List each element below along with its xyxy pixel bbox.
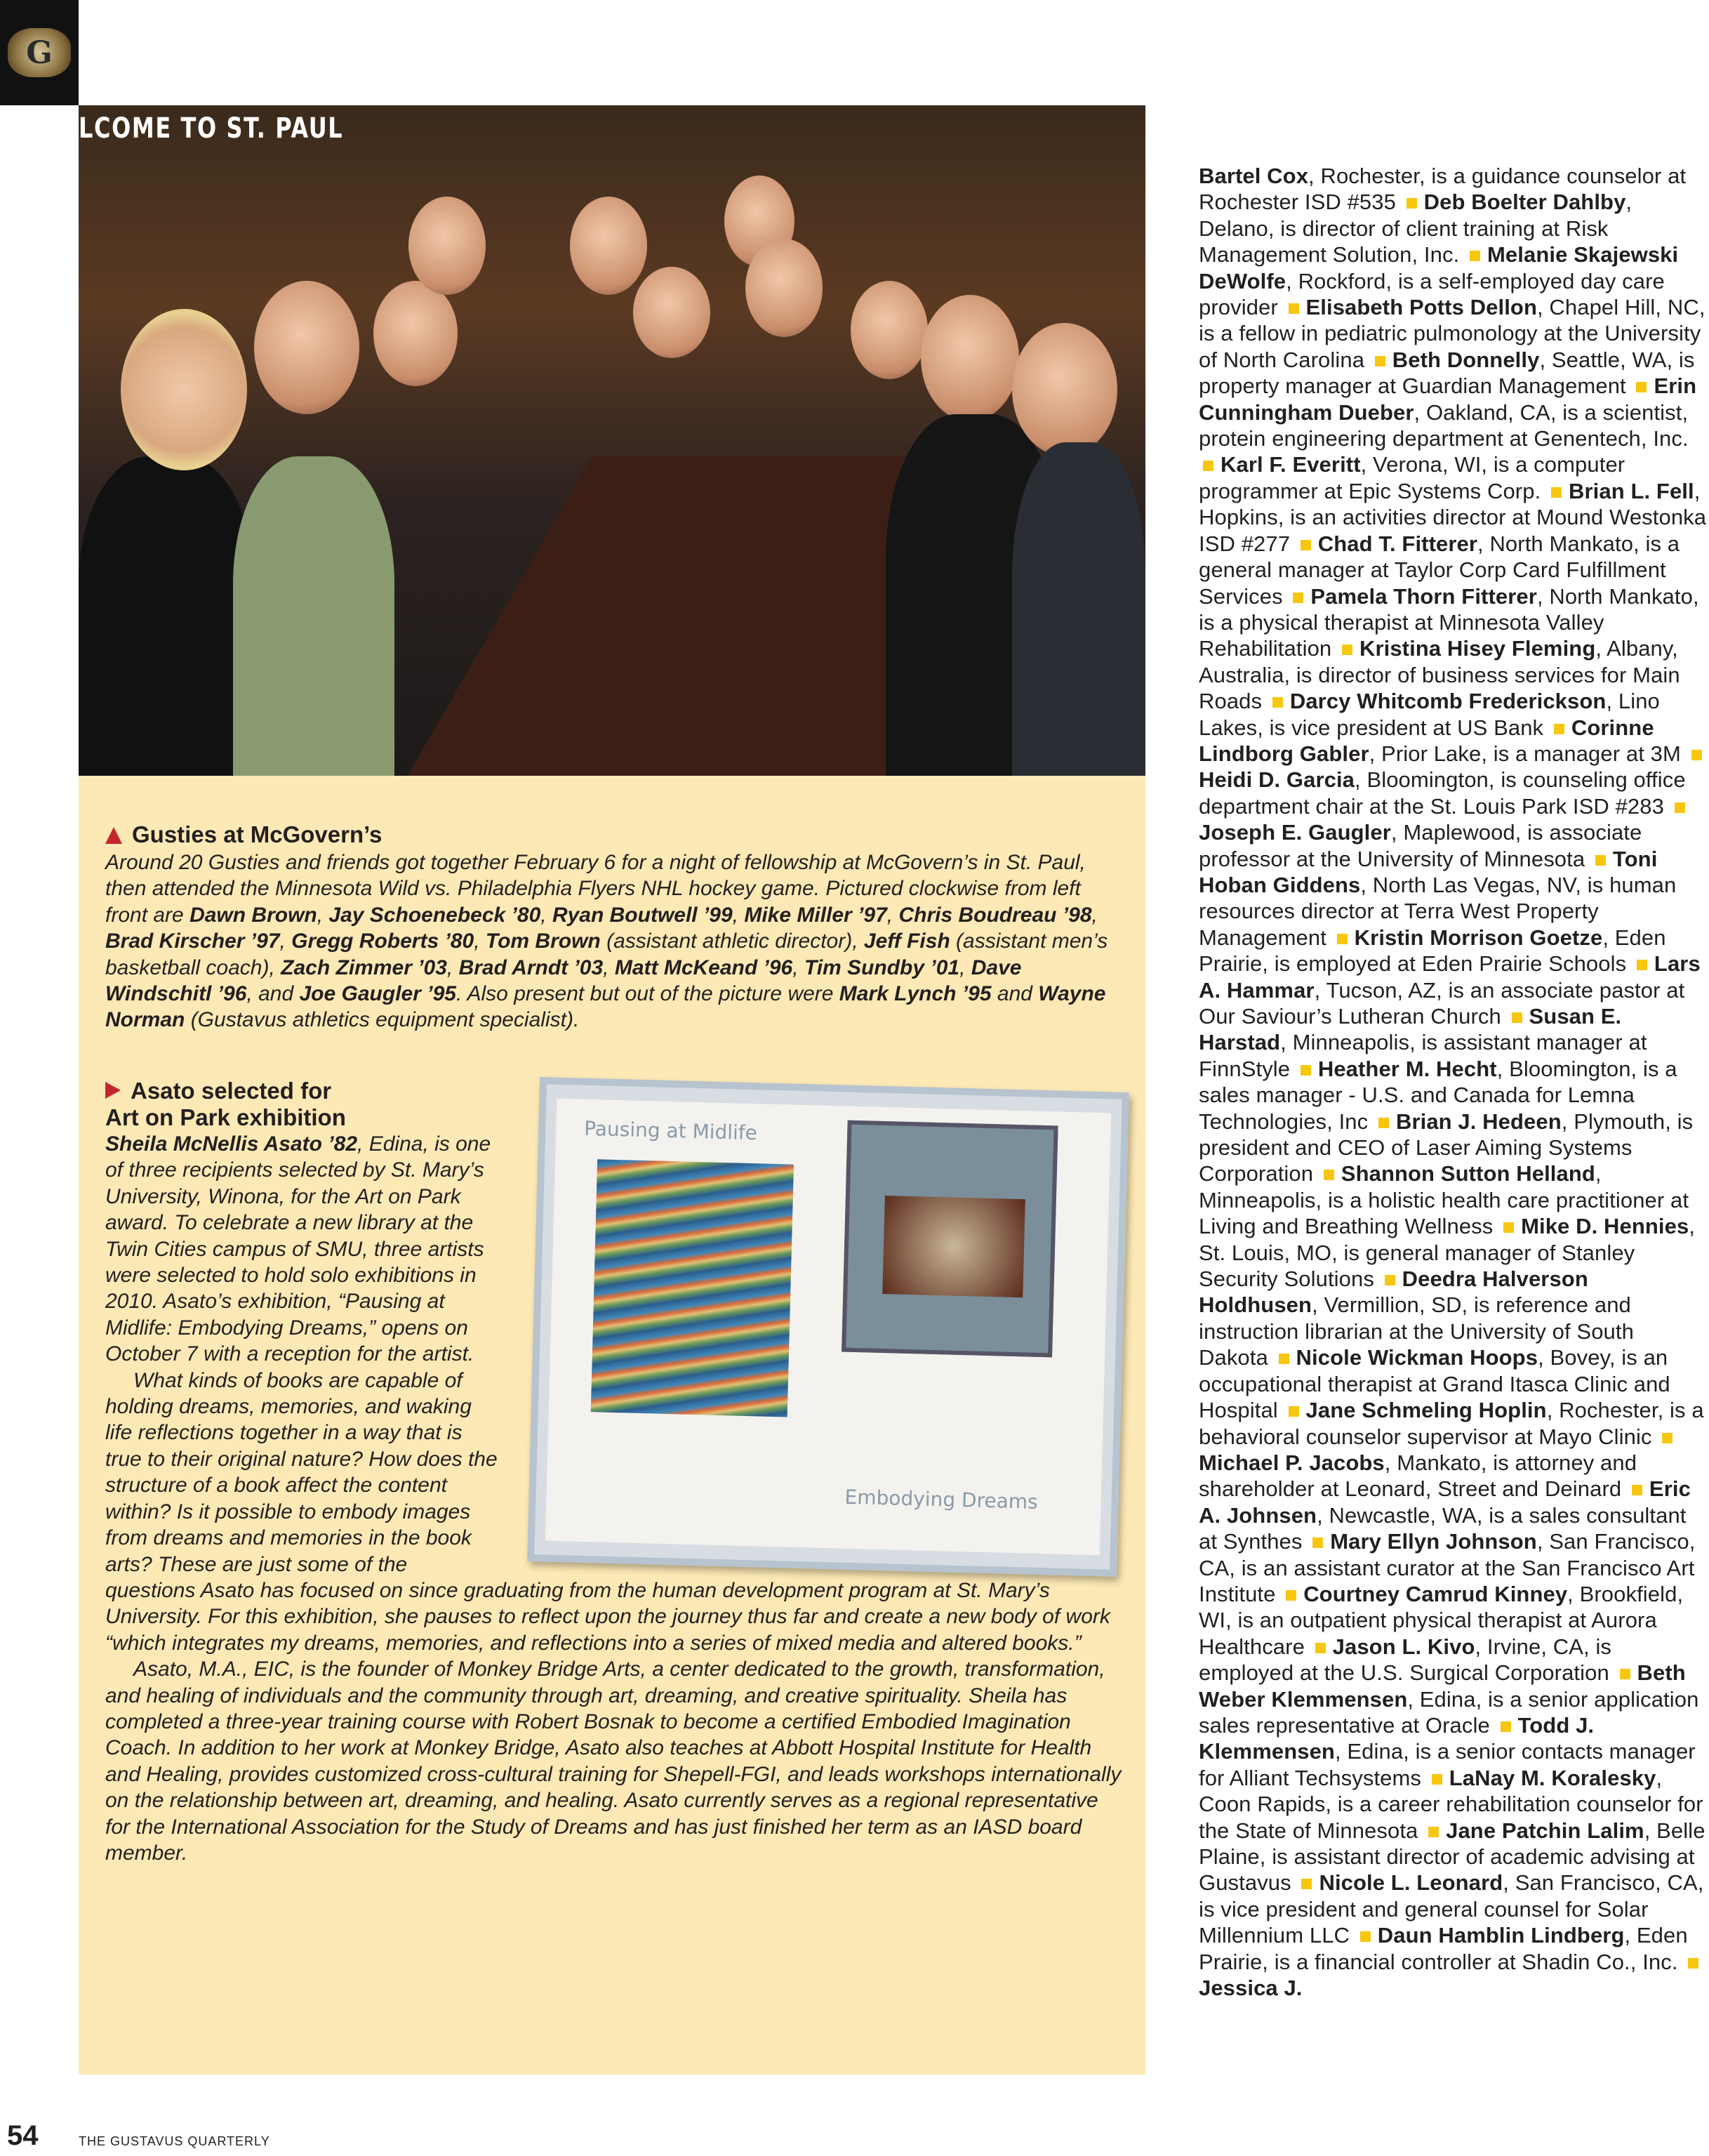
person <box>121 309 247 470</box>
artist-name: Sheila McNellis Asato ’82 <box>105 1132 358 1156</box>
bullet-square-icon <box>1385 1275 1395 1285</box>
alumni-name: LaNay M. Koralesky <box>1449 1765 1656 1790</box>
person-name: Ryan Boutwell ’99 <box>552 903 733 927</box>
alumni-note: , Brookfield, WI, is an outpatient physical therapist at Aurora Healthcare <box>1199 1581 1684 1659</box>
alumni-name: Elisabeth Potts Dellon <box>1305 295 1537 320</box>
caption-segment: . Also present but out of the picture were <box>455 982 839 1006</box>
caption-segment: (Gustavus athletics equipment specialist). <box>185 1008 580 1032</box>
alumni-name: Joseph E. Gaugler <box>1199 820 1391 845</box>
alumni-name: Deedra Halverson Holdhusen <box>1199 1267 1588 1318</box>
person <box>745 239 823 337</box>
person-name: Joe Gaugler ’95 <box>299 982 456 1006</box>
caption-segment: Around 20 Gusties and friends got together February 6 for a night of fellowship at McGovern’s in St. Paul, then attended the Minnesota Wild vs. Philadelphia Flyers NHL hockey game. Pictured clockwise from left front are <box>105 851 1086 927</box>
alumni-note: , Eden Prairie, is a financial controller at Shadin Co., Inc. <box>1199 1923 1688 1974</box>
alumni-name: Erin Cunningham Dueber <box>1199 373 1697 425</box>
gustavus-ring-logo <box>0 0 79 105</box>
alumni-name: Chad T. Fitterer <box>1317 531 1478 556</box>
alumni-name: Kristin Morrison Goetze <box>1354 925 1603 950</box>
person <box>1012 442 1145 776</box>
group-photo <box>79 105 1145 776</box>
alumni-name: Nicole Wickman Hoops <box>1296 1345 1538 1370</box>
alumni-note: , Minneapolis, is assistant manager at FinnStyle <box>1199 1030 1647 1081</box>
alumni-name: Daun Hamblin Lindberg <box>1377 1923 1625 1948</box>
bullet-square-icon <box>1637 960 1647 970</box>
caption-segment: , and <box>246 982 300 1006</box>
alumni-note: , Verona, WI, is a computer programmer at Epic Systems Corp. <box>1199 452 1625 503</box>
person-name: Mark Lynch ’95 <box>839 982 992 1006</box>
bullet-square-icon <box>1324 1170 1334 1180</box>
caption-segment: (assistant athletic director), <box>600 930 864 953</box>
bullet-square-icon <box>1428 1827 1439 1837</box>
alumni-name: Susan E. Harstad <box>1199 1004 1622 1055</box>
person-name: Matt McKeand ’96 <box>614 955 793 979</box>
person-name: Gregg Roberts ’80 <box>291 930 474 953</box>
alumni-note: , St. Louis, MO, is general manager of Stanley Security Solutions <box>1199 1214 1696 1292</box>
bullet-square-icon <box>1688 1958 1698 1969</box>
alumni-note: , North Mankato, is a physical therapist at Minnesota Valley Rehabilitation <box>1199 583 1699 661</box>
bullet-square-icon <box>1301 540 1311 550</box>
bullet-square-icon <box>1501 1721 1511 1732</box>
book-right-title: Embodying Dreams <box>844 1485 1039 1514</box>
alumni-note: , Bloomington, is counseling office department chair at the St. Louis Park ISD #283 <box>1199 767 1686 819</box>
person-name: Dave Windschitl ’96 <box>105 955 1022 1006</box>
alumni-note: , Seattle, WA, is property manager at Guardian Management <box>1199 347 1695 399</box>
bullet-square-icon <box>1272 697 1283 708</box>
alumni-name: Corinne Lindborg Gabler <box>1199 715 1654 766</box>
caption-segment: , <box>1091 903 1098 927</box>
alumni-note: , Bloomington, is a sales manager - U.S. and Canada for Lemna Technologies, Inc <box>1199 1056 1677 1134</box>
person-name: Dawn Brown <box>189 903 317 927</box>
person-name: Zach Zimmer ’03 <box>281 955 447 979</box>
alumni-name: Jason L. Kivo <box>1332 1634 1475 1659</box>
bullet-square-icon <box>1342 644 1352 655</box>
person-name: Brad Arndt ’03 <box>458 955 604 979</box>
bullet-square-icon <box>1595 855 1606 866</box>
caption-segment: , <box>540 903 552 927</box>
bullet-square-icon <box>1432 1774 1442 1785</box>
person-name: Jay Schoenebeck ’80 <box>328 903 541 927</box>
caption-text <box>105 849 1116 1033</box>
caption-title: Gusties at McGovern’s <box>132 821 383 847</box>
caption-segment: , <box>959 955 971 979</box>
alumni-name: Lars A. Hammar <box>1199 951 1701 1003</box>
alumni-name: Eric A. Johnsen <box>1199 1476 1691 1528</box>
person <box>570 197 647 295</box>
person <box>373 281 458 386</box>
alumni-note: , Hopkins, is an activities director at Mound Westonka ISD #277 <box>1199 478 1707 556</box>
bullet-square-icon <box>1470 251 1480 261</box>
alumni-note: , Belle Plaine, is assistant director of academic advising at Gustavus <box>1199 1818 1705 1896</box>
alumni-name: Toni Hoban Giddens <box>1199 846 1658 897</box>
alumni-name: Mike D. Hennies <box>1521 1214 1689 1239</box>
bullet-square-icon <box>1337 934 1348 944</box>
alumni-name: Michael P. Jacobs <box>1199 1450 1385 1475</box>
logo-ring: G <box>8 28 71 77</box>
paragraph-text: , Edina, is one of three recipients selected by St. Mary’s University, Winona, for the Art on Park award. To celebrate a new library at the Twin Cities campus of SMU, three artists were selected to hold solo exhibitions in 2010. Asato’s exhibition, “Pausing at Midlife: Embodying Dreams,” opens on October 7 with a reception for the artist. <box>105 1132 491 1366</box>
alumni-note: , Edina, is a senior application sales representative at Oracle <box>1199 1686 1699 1738</box>
caption-segment: and <box>991 982 1039 1006</box>
alumni-note: , Edina, is a senior contacts manager for Alliant Techsystems <box>1199 1739 1696 1790</box>
alumni-name: Deb Boelter Dahlby <box>1423 190 1626 215</box>
alumni-name: Jane Patchin Lalim <box>1446 1818 1644 1843</box>
alumni-note: , Albany, Australia, is director of business services for Main Roads <box>1199 636 1680 714</box>
caption-segment: , <box>474 930 486 953</box>
class-notes-column <box>1199 163 1709 2001</box>
person <box>254 281 359 414</box>
bullet-square-icon <box>1289 303 1299 314</box>
bullet-square-icon <box>1279 1354 1289 1364</box>
person-name: Wayne Norman <box>105 982 1106 1032</box>
bullet-square-icon <box>1662 1433 1673 1443</box>
person <box>921 295 1019 421</box>
alumni-note: , Lino Lakes, is vice president at US Bank <box>1199 689 1660 740</box>
article-title-line2: Art on Park exhibition <box>105 1104 346 1130</box>
person-name: Tim Sundby ’01 <box>804 955 960 979</box>
person-name: Chris Boudreau ’98 <box>898 903 1092 927</box>
alumni-note: , Delano, is director of client training at Risk Management Solution, Inc. <box>1199 190 1632 267</box>
alumni-note: , Maplewood, is associate professor at the University of Minnesota <box>1199 820 1642 871</box>
alumni-name: Nicole L. Leonard <box>1319 1870 1503 1896</box>
bullet-square-icon <box>1375 356 1385 366</box>
bullet-square-icon <box>1286 1590 1296 1601</box>
bullet-square-icon <box>1407 198 1417 209</box>
bullet-square-icon <box>1315 1643 1326 1653</box>
alumni-name: Melanie Skajewski DeWolfe <box>1199 242 1679 293</box>
alumni-name: Pamela Thorn Fitterer <box>1310 583 1537 609</box>
alumni-name: Brian L. Fell <box>1569 478 1694 503</box>
caption-segment: , <box>886 903 899 927</box>
caption-segment: , <box>603 955 615 979</box>
triangle-up-icon <box>105 827 122 844</box>
person <box>633 267 710 358</box>
alumni-note: , North Las Vegas, NV, is human resources director at Terra West Property Management <box>1199 872 1677 950</box>
alumni-name: Todd J. Klemmensen <box>1199 1712 1595 1764</box>
bullet-square-icon <box>1203 461 1213 471</box>
alumni-note: , Newcastle, WA, is a sales consultant at Synthes <box>1199 1502 1687 1554</box>
caption-segment: , <box>317 903 329 927</box>
alumni-name: Jane Schmeling Hoplin <box>1305 1398 1547 1423</box>
bullet-square-icon <box>1636 382 1647 392</box>
asato-article <box>105 1078 1123 1866</box>
alumni-name: Mary Ellyn Johnson <box>1330 1529 1537 1554</box>
bullet-square-icon <box>1503 1222 1514 1233</box>
article-paragraph: Asato, M.A., EIC, is the founder of Monkey Bridge Arts, a center dedicated to the growth, transformation, and healing of individuals and the community through art, dreaming, and creative spirituality. Sheila has completed a three-year training course with Robert Bosnak to become a certified Embodied Imagination Coach. In addition to her work at Monkey Bridge, Asato also teaches at Abbott Hospital Institute for Health and Healing, provides customized cross-cultural training for Shepell-FGI, and leads workshops internationally on the relationship between art, dreaming, and healing. Asato currently serves as a regional representative for the International Association for the Study of Dreams and has just finished her term as an IASD board member. <box>105 1658 1122 1865</box>
alumni-name: Beth Donnelly <box>1392 347 1540 372</box>
bullet-square-icon <box>1632 1485 1642 1495</box>
magazine-name: THE GUSTAVUS QUARTERLY <box>79 2134 270 2148</box>
bullet-square-icon <box>1289 1406 1299 1417</box>
alumni-note: , Chapel Hill, NC, is a fellow in pediatric pulmonology at the University of North Carolina <box>1199 295 1705 372</box>
bullet-square-icon <box>1551 487 1562 498</box>
alumni-note: , Rochester, is a guidance counselor at Rochester ISD #535 <box>1199 164 1687 215</box>
alumni-note: , Coon Rapids, is a career rehabilitation counselor for the State of Minnesota <box>1199 1765 1703 1843</box>
bullet-square-icon <box>1378 1118 1389 1128</box>
bullet-square-icon <box>1301 1065 1311 1076</box>
alumni-name: Kristina Hisey Fleming <box>1359 636 1596 661</box>
alumni-note: , San Francisco, CA, is an assistant curator at the San Francisco Art Institute <box>1199 1529 1696 1606</box>
alumni-name: Bartel Cox <box>1199 164 1309 188</box>
alumni-note: , Bovey, is an occupational therapist at Grand Itasca Clinic and Hospital <box>1199 1345 1670 1423</box>
alumni-note: , Rochester, is a behavioral counselor supervisor at Mayo Clinic <box>1199 1398 1704 1449</box>
page-number: 54 <box>7 2120 39 2151</box>
person-name: Mike Miller ’97 <box>744 903 887 927</box>
person-name: Jeff Fish <box>863 930 950 953</box>
bullet-square-icon <box>1691 750 1702 760</box>
alumni-note: , Rockford, is a self-employed day care provider <box>1199 268 1665 320</box>
bullet-square-icon <box>1360 1931 1371 1942</box>
triangle-right-icon <box>105 1082 121 1099</box>
alumni-note: , North Mankato, is a general manager at Taylor Corp Card Fulfillment Services <box>1199 531 1680 609</box>
alumni-note: , Tucson, AZ, is an associate pastor at Our Saviour’s Lutheran Church <box>1199 977 1685 1029</box>
person <box>79 456 254 776</box>
alumni-name: Shannon Sutton Helland <box>1341 1161 1595 1186</box>
bullet-square-icon <box>1620 1669 1630 1679</box>
caption-segment: , <box>732 903 745 927</box>
welcome-sign: LCOME TO ST. PAUL <box>79 112 344 145</box>
bullet-square-icon <box>1293 593 1303 603</box>
alumni-note: , San Francisco, CA, is vice president and general counsel for Solar Millennium LLC <box>1199 1870 1704 1948</box>
bullet-square-icon <box>1512 1012 1522 1023</box>
article-title-line1: Asato selected for <box>131 1078 332 1104</box>
caption-segment: , <box>792 955 804 979</box>
alumni-note: , Irvine, CA, is employed at the U.S. Surgical Corporation <box>1199 1634 1616 1686</box>
alumni-note: , Vermillion, SD, is reference and instruction librarian at the University of South Dakota <box>1199 1292 1634 1370</box>
person <box>851 281 928 379</box>
alumni-note: , Prior Lake, is a manager at 3M <box>1369 741 1687 766</box>
alumni-note: , Mankato, is attorney and shareholder at Leonard, Street and Deinard <box>1199 1450 1637 1502</box>
person-name: Brad Kirscher ’97 <box>105 930 280 953</box>
alumni-note: , Eden Prairie, is employed at Eden Prairie Schools <box>1199 925 1666 977</box>
alumni-name: Beth Weber Klemmensen <box>1199 1660 1686 1712</box>
person-name: Tom Brown <box>485 930 601 953</box>
alumni-name: Heather M. Hecht <box>1317 1056 1497 1081</box>
caption-segment: (assistant men’s basketball coach), <box>105 930 1108 979</box>
alumni-name: Brian J. Hedeen <box>1395 1109 1562 1134</box>
article-paragraph: What kinds of books are capable of holding dreams, memories, and waking life reflections together in a way that is true to their original nature? How does the structure of a book affect the content within? Is it possible to embody images from dreams and memories in the book arts? These are just some of the questions Asato has focused on since graduating from the human development program at St. Mary’s University. For this exhibition, she pauses to reflect upon the journey thus far and create a new body of work “which integrates my dreams, memories, and reflections into a series of mixed media and altered books.” <box>105 1368 1110 1655</box>
bullet-square-icon <box>1301 1879 1312 1889</box>
caption-heading <box>105 821 1116 848</box>
alumni-name: Courtney Camrud Kinney <box>1303 1581 1568 1606</box>
bullet-square-icon <box>1312 1537 1323 1548</box>
alumni-note: , Minneapolis, is a holistic health care practitioner at Living and Breathing Wellness <box>1199 1161 1689 1239</box>
alumni-name: Darcy Whitcomb Frederickson <box>1289 689 1607 714</box>
alumni-name: Heidi D. Garcia <box>1199 767 1355 793</box>
photo-caption <box>105 821 1116 1033</box>
caption-segment: , <box>446 955 459 979</box>
alumni-name: Karl F. Everitt <box>1221 452 1361 477</box>
person <box>1012 323 1117 456</box>
person <box>233 456 394 776</box>
alumni-note: , Plymouth, is president and CEO of Laser Aiming Systems Corporation <box>1199 1109 1694 1186</box>
book-left-title: Pausing at Midlife <box>583 1116 758 1145</box>
bullet-square-icon <box>1675 802 1685 813</box>
caption-segment: , <box>279 930 292 953</box>
alumni-name: Jessica J. <box>1199 1976 1303 2001</box>
bullet-square-icon <box>1554 724 1564 734</box>
alumni-note: , Oakland, CA, is a scientist, protein engineering department at Genentech, Inc. <box>1199 399 1689 451</box>
person <box>408 197 486 295</box>
